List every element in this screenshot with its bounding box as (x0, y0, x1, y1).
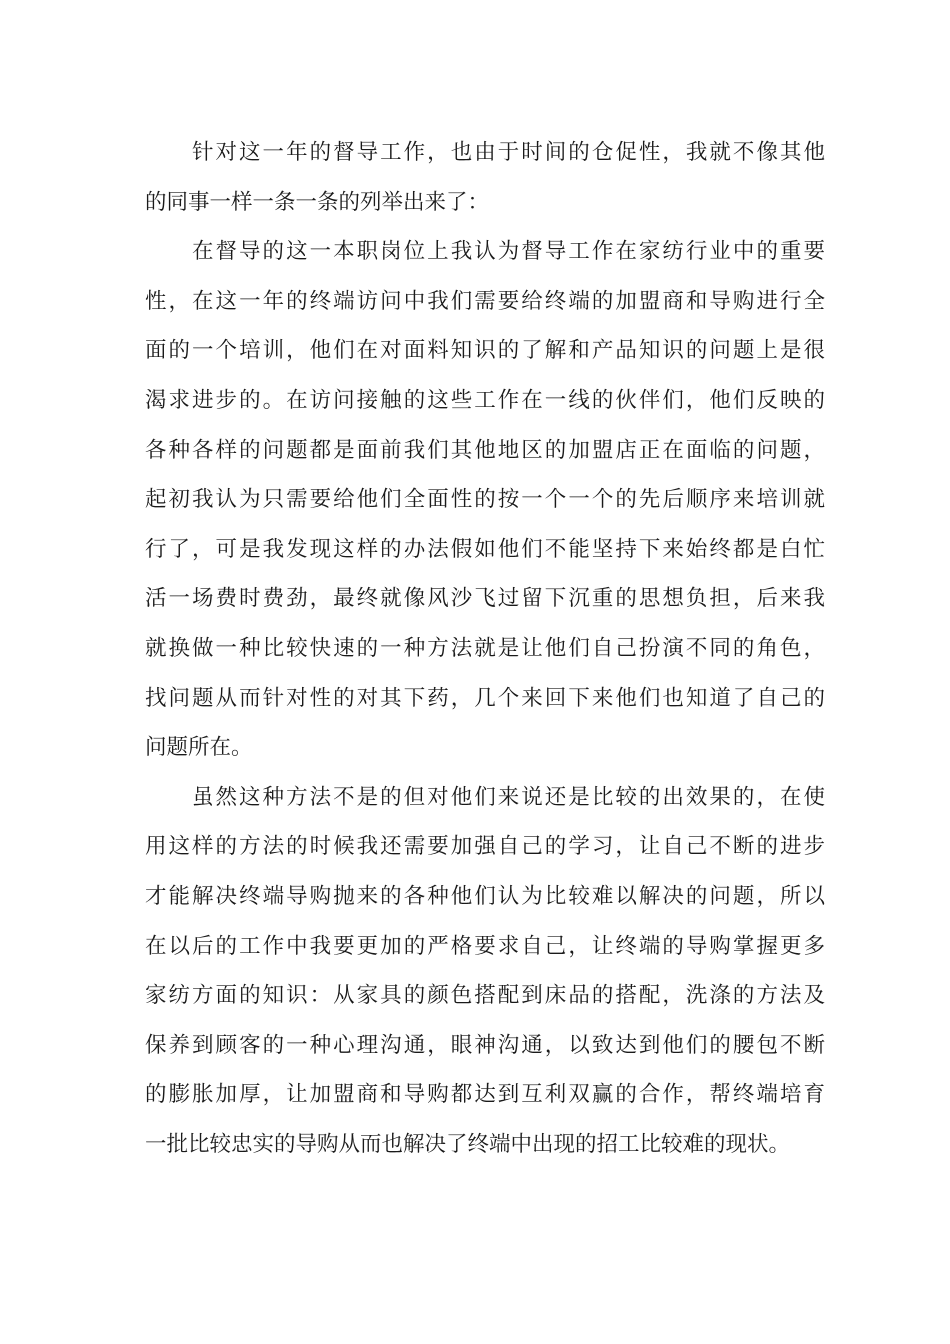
text-line: 才能解决终端导购抛来的各种他们认为比较难以解决的问题，所以 (145, 883, 825, 909)
document-body (145, 128, 825, 1169)
text-line: 针对这一年的督导工作，也由于时间的仓促性，我就不像其他 (192, 140, 825, 165)
text-line: 渴求进步的。在访问接触的这些工作在一线的伙伴们，他们反映的 (145, 387, 825, 413)
text-line: 活一场费时费劲，最终就像风沙飞过留下沉重的思想负担，后来我 (145, 586, 825, 612)
text-line: 用这样的方法的时候我还需要加强自己的学习，让自己不断的进步 (145, 834, 825, 860)
text-line: 虽然这种方法不是的但对他们来说还是比较的出效果的，在使 (192, 784, 825, 810)
text-line: 的同事一样一条一条的列举出来了： (145, 189, 490, 215)
text-line: 面的一个培训，他们在对面料知识的了解和产品知识的问题上是很 (145, 338, 825, 364)
paragraph-1 (145, 128, 825, 227)
paragraph-2 (145, 227, 825, 773)
text-line: 就换做一种比较快速的一种方法就是让他们自己扮演不同的角色， (145, 635, 825, 661)
text-line: 保养到顾客的一种心理沟通，眼神沟通，以致达到他们的腰包不断 (145, 1032, 825, 1058)
text-line: 的膨胀加厚，让加盟商和导购都达到互利双赢的合作，帮终端培育 (145, 1082, 825, 1108)
text-line: 起初我认为只需要给他们全面性的按一个一个的先后顺序来培训就 (145, 487, 825, 513)
text-line: 家纺方面的知识：从家具的颜色搭配到床品的搭配，洗涤的方法及 (145, 983, 825, 1009)
text-line: 在以后的工作中我要更加的严格要求自己，让终端的导购掌握更多 (145, 933, 825, 959)
text-line: 各种各样的问题都是面前我们其他地区的加盟店正在面临的问题， (145, 437, 825, 463)
text-line: 问题所在。 (145, 735, 253, 761)
text-line: 行了，可是我发现这样的办法假如他们不能坚持下来始终都是白忙 (145, 536, 825, 562)
text-line: 一批比较忠实的导购从而也解决了终端中出现的招工比较难的现状。 (145, 1131, 791, 1157)
text-line: 性，在这一年的终端访问中我们需要给终端的加盟商和导购进行全 (145, 288, 825, 314)
text-line: 在督导的这一本职岗位上我认为督导工作在家纺行业中的重要 (192, 239, 825, 265)
text-line: 找问题从而针对性的对其下药，几个来回下来他们也知道了自己的 (145, 685, 825, 711)
paragraph-3 (145, 773, 825, 1170)
